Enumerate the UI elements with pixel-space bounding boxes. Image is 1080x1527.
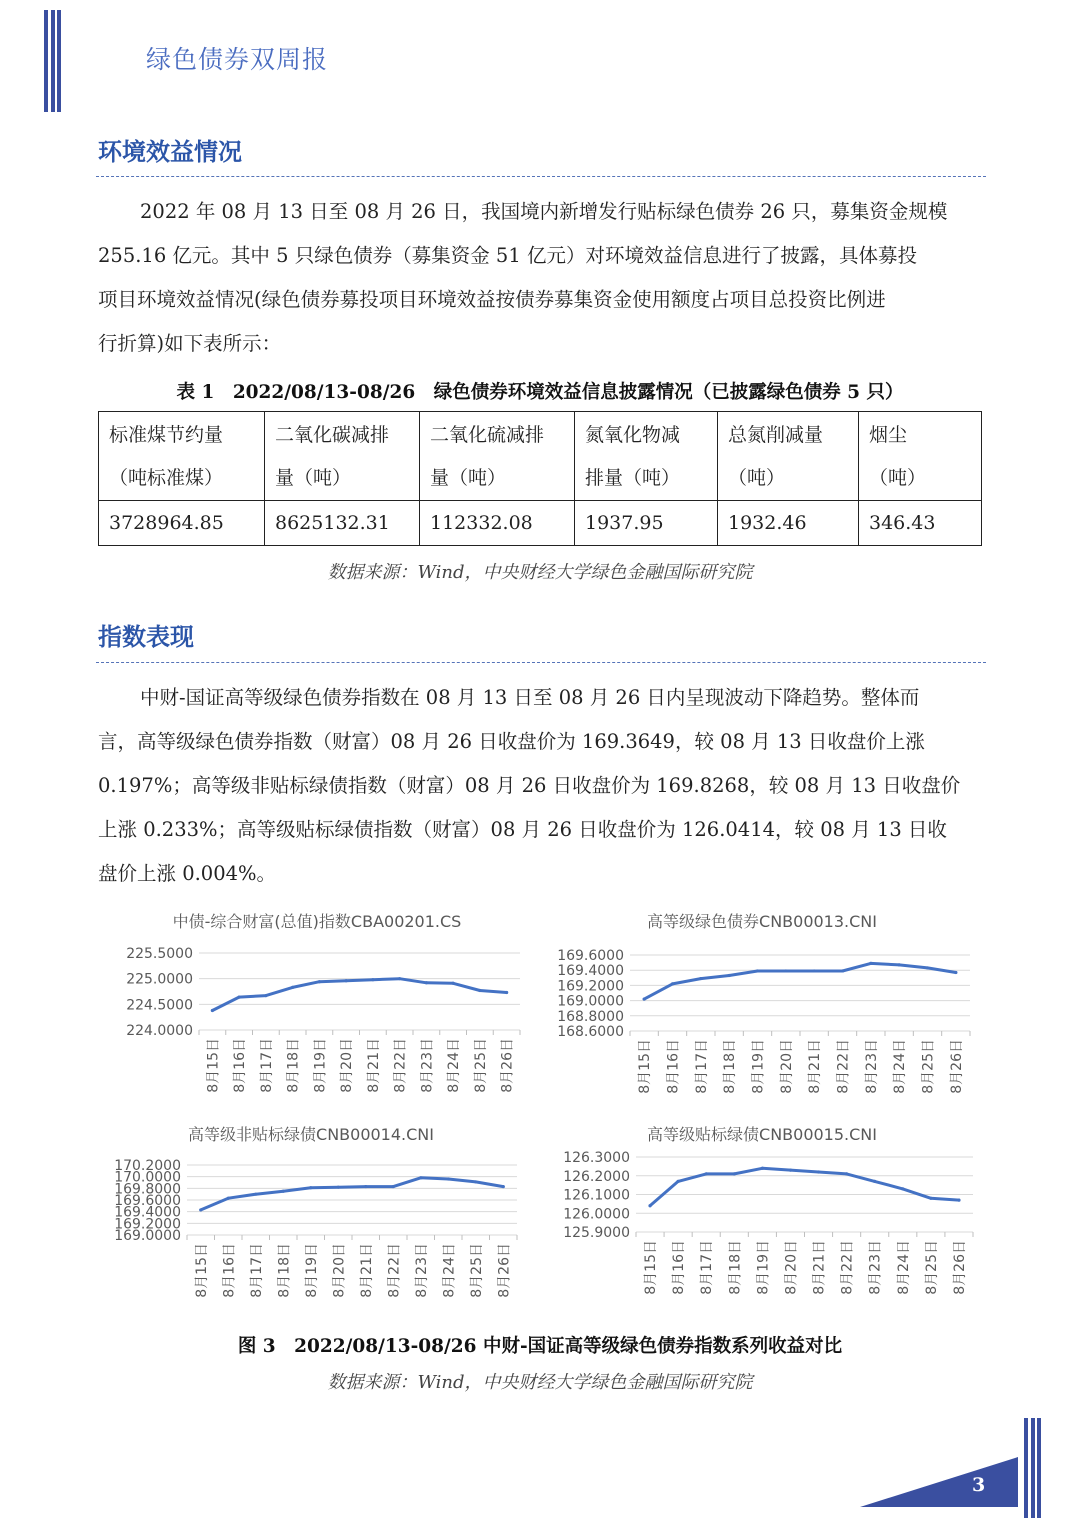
header-line: （吨） (869, 467, 927, 489)
series-line (644, 963, 956, 999)
x-tick-label: 8月24日 (446, 1038, 463, 1093)
header-line: 总氮削减量 (728, 424, 824, 446)
paragraph-line: 0.197%；高等级非贴标绿债指数（财富）08 月 26 日收盘价为 169.8268，较 08 月 13 日收盘价 (98, 774, 961, 797)
y-tick-label: 169.2000 (557, 978, 624, 995)
x-tick-label: 8月17日 (693, 1039, 710, 1094)
data-point (452, 982, 455, 985)
x-tick-label: 8月15日 (193, 1243, 210, 1298)
table-source-note: 数据来源：Wind，中央财经大学绿色金融国际研究院 (327, 562, 753, 583)
x-tick-label: 8月21日 (811, 1240, 828, 1295)
data-point (199, 1208, 202, 1211)
data-point (926, 966, 929, 969)
x-tick-label: 8月18日 (722, 1039, 739, 1094)
report-title: 绿色债券双周报 (146, 45, 329, 74)
x-tick-label: 8月23日 (419, 1038, 436, 1093)
x-tick-label: 8月23日 (867, 1240, 884, 1295)
data-point (784, 969, 787, 972)
header-bar-decoration (51, 10, 55, 112)
paragraph-line: 2022 年 08 月 13 日至 08 月 26 日，我国境内新增发行贴标绿色债券 26 只，募集资金规模 (140, 200, 948, 223)
x-tick-label: 8月15日 (643, 1240, 660, 1295)
x-tick-label: 8月22日 (386, 1243, 403, 1298)
paragraph-line: 项目环境效益情况(绿色债券募投项目环境效益按债券募集资金使用额度占项目总投资比例进 (98, 288, 886, 311)
table-cell: 8625132.31 (265, 501, 420, 546)
data-point (371, 978, 374, 981)
section-title-environment: 环境效益情况 (98, 138, 242, 166)
section2-paragraph (98, 676, 982, 896)
data-point (282, 1190, 285, 1193)
data-point (898, 963, 901, 966)
data-point (254, 1193, 257, 1196)
y-tick-label: 169.4000 (557, 963, 624, 980)
x-tick-label: 8月20日 (783, 1240, 800, 1295)
page-number: 3 (972, 1474, 986, 1496)
footer-bar-decoration (1037, 1418, 1041, 1518)
header-line: （吨标准煤） (109, 467, 224, 489)
section-divider (96, 662, 986, 663)
table-row (99, 501, 982, 546)
data-point (761, 1167, 764, 1170)
data-point (869, 962, 872, 965)
chart-title: 高等级非贴标绿债CNB00014.CNI (188, 1125, 434, 1144)
x-tick-label: 8月17日 (248, 1243, 265, 1298)
x-tick-label: 8月19日 (750, 1039, 767, 1094)
table-cell: 1937.95 (575, 501, 718, 546)
paragraph-line: 中财-国证高等级绿色债券指数在 08 月 13 日至 08 月 26 日内呈现波动下降趋势。整体而 (140, 686, 920, 709)
y-tick-label: 169.6000 (557, 948, 624, 964)
data-point (841, 969, 844, 972)
x-tick-label: 8月23日 (413, 1243, 430, 1298)
data-point (929, 1197, 932, 1200)
table-cell: 346.43 (859, 501, 982, 546)
x-tick-label: 8月24日 (441, 1243, 458, 1298)
data-point (845, 1172, 848, 1175)
header-line: （吨） (728, 467, 786, 489)
x-tick-label: 8月20日 (339, 1038, 356, 1093)
table-header-cell (99, 412, 265, 501)
paragraph-line: 行折算)如下表所示： (98, 332, 282, 355)
data-point (756, 969, 759, 972)
data-point (873, 1180, 876, 1183)
table-header-cell (420, 412, 575, 501)
y-tick-label: 169.4000 (114, 1204, 181, 1221)
header-line: 二氧化硫减排 (430, 424, 545, 446)
footer-triangle-decoration (860, 1455, 1020, 1511)
footer-bar-decoration (1024, 1418, 1028, 1518)
header-line: 烟尘 (869, 424, 908, 446)
data-point (502, 1185, 505, 1188)
data-point (264, 994, 267, 997)
x-tick-label: 8月16日 (232, 1038, 249, 1093)
series-line (212, 979, 506, 1011)
data-point (505, 991, 508, 994)
header-bar-decoration (57, 10, 61, 112)
y-tick-label: 126.1000 (563, 1187, 630, 1204)
data-point (677, 1180, 680, 1183)
x-tick-label: 8月24日 (895, 1240, 912, 1295)
x-tick-label: 8月25日 (923, 1240, 940, 1295)
data-point (227, 1197, 230, 1200)
section1-paragraph (98, 190, 982, 366)
x-tick-label: 8月25日 (920, 1039, 937, 1094)
table-header-row (99, 412, 982, 501)
header-line: 量（吨） (275, 467, 352, 489)
data-point (211, 1009, 214, 1012)
header-line: 标准煤节约量 (109, 424, 224, 446)
data-point (447, 1177, 450, 1180)
section-title-index: 指数表现 (98, 623, 194, 651)
data-point (419, 1176, 422, 1179)
footer-bar-decoration (1031, 1418, 1035, 1518)
data-point (705, 1172, 708, 1175)
y-tick-label: 125.9000 (563, 1225, 630, 1241)
y-tick-label: 168.6000 (557, 1024, 624, 1040)
x-tick-label: 8月25日 (468, 1243, 485, 1298)
x-tick-label: 8月16日 (221, 1243, 238, 1298)
x-tick-label: 8月21日 (365, 1038, 382, 1093)
y-tick-label: 168.8000 (557, 1008, 624, 1025)
x-tick-label: 8月18日 (727, 1240, 744, 1295)
data-point (728, 974, 731, 977)
chart-cnb00014 (85, 1118, 530, 1318)
chart-cnb00015 (540, 1118, 985, 1318)
chart-title: 高等级贴标绿债CNB00015.CNI (647, 1125, 877, 1144)
x-tick-label: 8月26日 (496, 1243, 513, 1298)
table-caption: 表 1 2022/08/13-08/26 绿色债券环境效益信息披露情况（已披露绿色债券 5 只） (176, 382, 904, 403)
table-cell: 3728964.85 (99, 501, 265, 546)
table-header-cell (265, 412, 420, 501)
x-tick-label: 8月20日 (331, 1243, 348, 1298)
x-tick-label: 8月21日 (807, 1039, 824, 1094)
data-point (364, 1185, 367, 1188)
x-tick-label: 8月19日 (303, 1243, 320, 1298)
data-point (345, 979, 348, 982)
x-tick-label: 8月16日 (671, 1240, 688, 1295)
table-cell: 1932.46 (718, 501, 859, 546)
x-tick-label: 8月26日 (951, 1240, 968, 1295)
x-tick-label: 8月21日 (358, 1243, 375, 1298)
x-tick-label: 8月20日 (778, 1039, 795, 1094)
table-header-cell (859, 412, 982, 501)
y-tick-label: 225.0000 (126, 971, 193, 988)
header-line: 二氧化碳减排 (275, 424, 390, 446)
data-point (337, 1186, 340, 1189)
x-tick-label: 8月26日 (499, 1038, 516, 1093)
header-line: 量（吨） (430, 467, 507, 489)
environment-benefit-table (98, 411, 982, 546)
x-tick-label: 8月15日 (205, 1038, 222, 1093)
paragraph-line: 上涨 0.233%；高等级贴标绿债指数（财富）08 月 26 日收盘价为 126.0414，较 08 月 13 日收 (98, 818, 947, 841)
series-line (650, 1168, 959, 1205)
data-point (478, 989, 481, 992)
data-point (309, 1186, 312, 1189)
paragraph-line: 255.16 亿元。其中 5 只绿色债券（募集资金 51 亿元）对环境效益信息进行了披露，具体募投 (98, 244, 917, 267)
figure-caption: 图 3 2022/08/13-08/26 中财-国证高等级绿色债券指数系列收益对比 (237, 1336, 843, 1357)
y-tick-label: 169.2000 (114, 1216, 181, 1233)
y-tick-label: 169.8000 (114, 1181, 181, 1198)
header-line: 氮氧化物减 (585, 424, 681, 446)
header-line: 排量（吨） (585, 467, 681, 489)
table-cell: 112332.08 (420, 501, 575, 546)
chart-title: 中债-综合财富(总值)指数CBA00201.CS (172, 912, 462, 931)
data-point (957, 1199, 960, 1202)
table-header-cell (575, 412, 718, 501)
data-point (733, 1172, 736, 1175)
y-tick-label: 169.0000 (114, 1228, 181, 1244)
y-tick-label: 224.5000 (126, 997, 193, 1014)
x-tick-label: 8月23日 (863, 1039, 880, 1094)
data-point (392, 1185, 395, 1188)
x-tick-label: 8月19日 (755, 1240, 772, 1295)
table-header-cell (718, 412, 859, 501)
y-tick-label: 169.0000 (557, 993, 624, 1010)
chart-cnb00013 (540, 905, 985, 1110)
y-tick-label: 170.0000 (114, 1169, 181, 1186)
paragraph-line: 言，高等级绿色债券指数（财富）08 月 26 日收盘价为 169.3649，较 08 月 13 日收盘价上涨 (98, 730, 925, 753)
figure-source-note: 数据来源：Wind，中央财经大学绿色金融国际研究院 (327, 1372, 753, 1393)
data-point (817, 1170, 820, 1173)
y-tick-label: 224.0000 (126, 1023, 193, 1039)
data-point (671, 982, 674, 985)
data-point (238, 996, 241, 999)
x-tick-label: 8月24日 (892, 1039, 909, 1094)
x-tick-label: 8月17日 (699, 1240, 716, 1295)
paragraph-line: 盘价上涨 0.004%。 (98, 862, 277, 885)
data-point (901, 1187, 904, 1190)
data-point (474, 1180, 477, 1183)
y-tick-label: 225.5000 (126, 946, 193, 962)
x-tick-label: 8月19日 (312, 1038, 329, 1093)
header-bar-decoration (44, 10, 48, 112)
x-tick-label: 8月22日 (392, 1038, 409, 1093)
y-tick-label: 170.2000 (114, 1158, 181, 1174)
x-tick-label: 8月17日 (258, 1038, 275, 1093)
x-tick-label: 8月18日 (276, 1243, 293, 1298)
data-point (291, 986, 294, 989)
x-tick-label: 8月22日 (835, 1039, 852, 1094)
x-tick-label: 8月18日 (285, 1038, 302, 1093)
data-point (425, 981, 428, 984)
series-line (201, 1178, 504, 1210)
data-point (699, 977, 702, 980)
data-point (813, 969, 816, 972)
y-tick-label: 126.2000 (563, 1168, 630, 1185)
chart-cba00201 (95, 905, 530, 1110)
y-tick-label: 126.3000 (563, 1150, 630, 1166)
data-point (648, 1204, 651, 1207)
x-tick-label: 8月25日 (472, 1038, 489, 1093)
section-divider (96, 176, 986, 177)
x-tick-label: 8月15日 (637, 1039, 654, 1094)
data-point (318, 980, 321, 983)
chart-title: 高等级绿色债券CNB00013.CNI (647, 912, 877, 931)
x-tick-label: 8月16日 (665, 1039, 682, 1094)
x-tick-label: 8月26日 (948, 1039, 965, 1094)
data-point (398, 977, 401, 980)
data-point (789, 1169, 792, 1172)
y-tick-label: 126.0000 (563, 1206, 630, 1223)
data-point (643, 997, 646, 1000)
x-tick-label: 8月22日 (839, 1240, 856, 1295)
y-tick-label: 169.6000 (114, 1193, 181, 1209)
data-point (954, 971, 957, 974)
